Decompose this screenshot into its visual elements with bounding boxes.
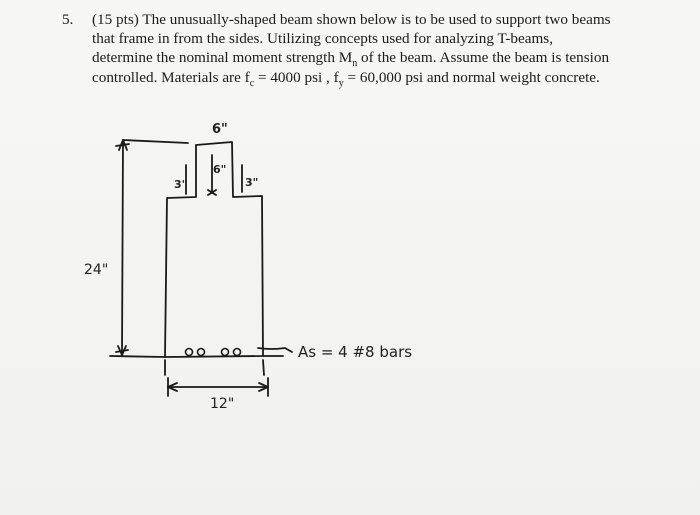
top-width-label: 6" (212, 122, 228, 137)
rebar-4 (234, 349, 241, 356)
rebar-2 (198, 349, 205, 356)
problem-line-4-rest: = 60,000 psi and normal weight concrete. (343, 69, 600, 86)
fy-subscript: y (338, 78, 344, 90)
width-label: 12" (210, 396, 235, 412)
left-ledge-label: 3" (174, 178, 188, 191)
problem-number: 5. (62, 11, 74, 28)
problem-line-3-text: determine the nominal moment strength M (92, 49, 353, 66)
depth-label: 24" (84, 262, 109, 278)
moment-subscript: n (352, 58, 358, 70)
problem-line-3-rest: of the beam. Assume the beam is tension (357, 49, 610, 66)
problem-line-4-text: controlled. Materials are f (92, 69, 250, 86)
depth-dim-line (122, 140, 123, 355)
stem-depth-label: 6" (213, 163, 227, 176)
right-ledge-label: 3" (245, 176, 259, 189)
problem-line-2: that frame in from the sides. Utilizing concepts used for analyzing T-beams, (92, 30, 553, 47)
rebar-1 (186, 349, 193, 356)
problem-line-1: (15 pts) The unusually-shaped beam shown below is to be used to support two beams (92, 11, 611, 28)
rebar-3 (222, 349, 229, 356)
steel-area-label: As = 4 #8 bars (298, 343, 413, 361)
fc-subscript: c (249, 78, 255, 90)
problem-line-4-mid: = 4000 psi , f (254, 69, 339, 86)
